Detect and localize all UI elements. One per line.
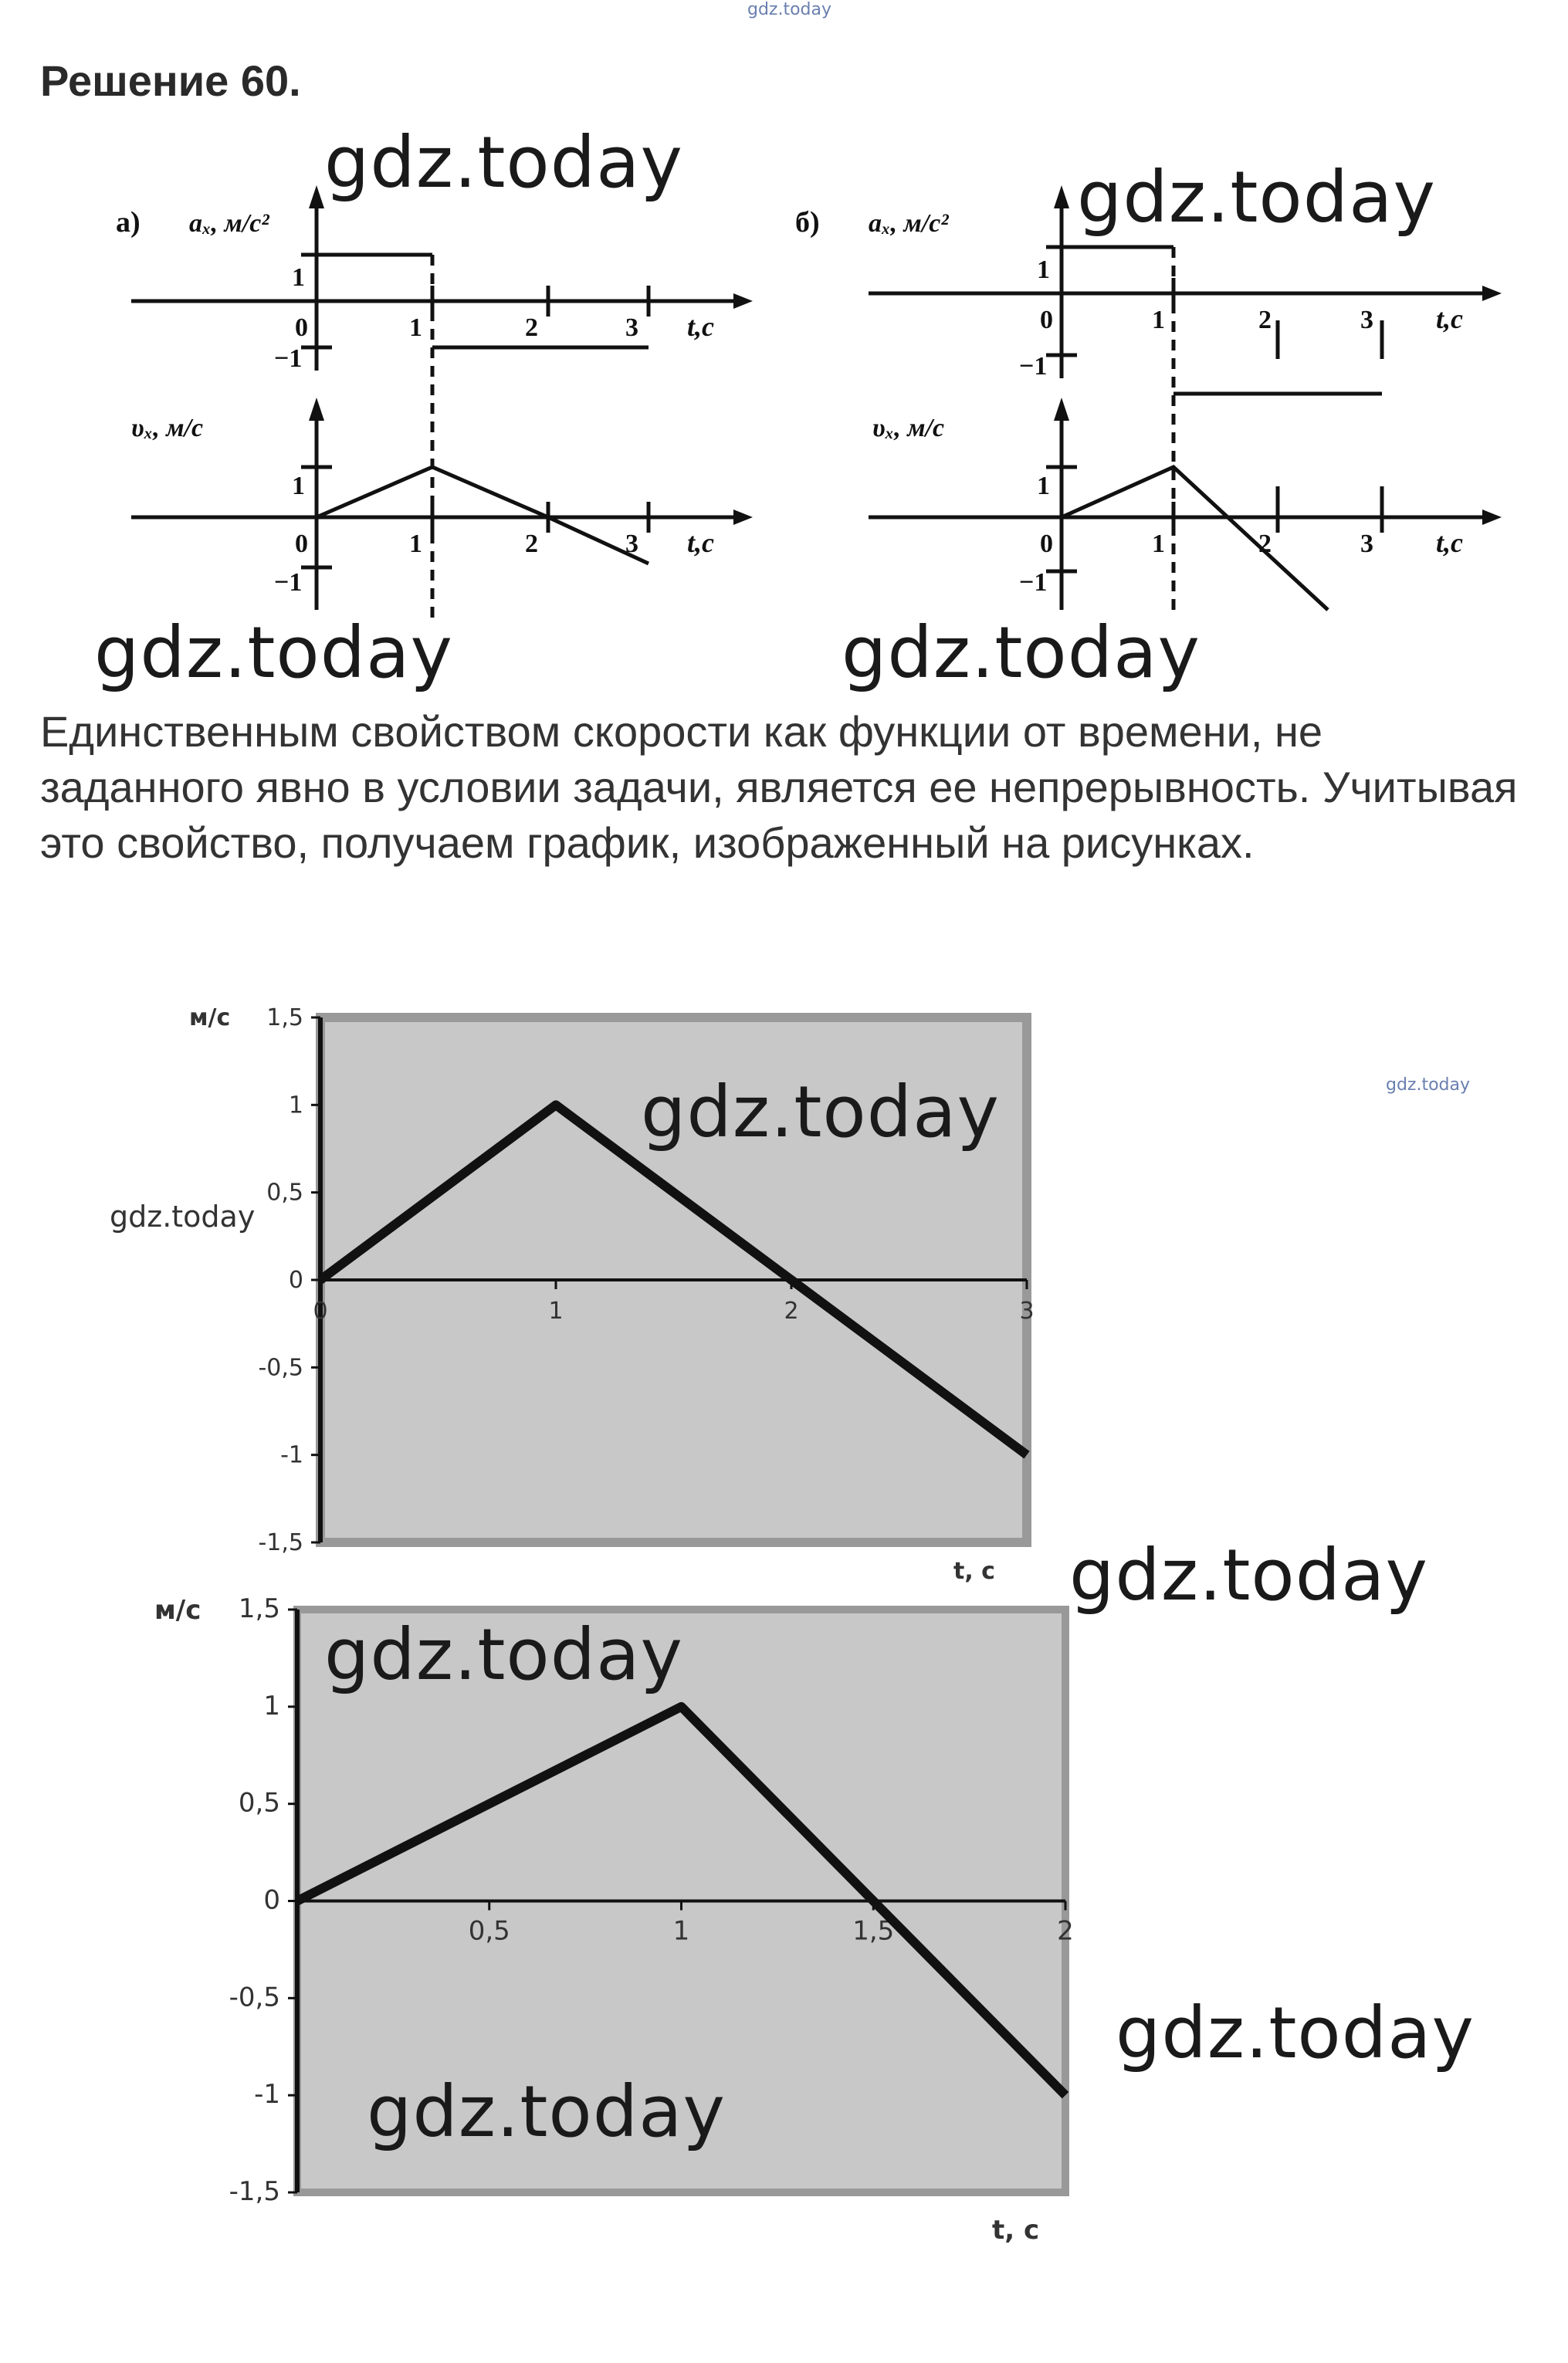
figure-b-v-tick-0: 0 <box>1040 530 1053 558</box>
x-tick-label: 1,5 <box>852 1915 895 1947</box>
y-tick-label: -1 <box>254 2079 280 2111</box>
y-tick-label: 1,5 <box>266 1004 303 1031</box>
figure-b-v-t-label: t,с <box>1436 527 1463 558</box>
figure-b-y-neg: −1 <box>1019 352 1048 381</box>
watermark-chart1-left-small: gdz.today <box>110 1200 256 1234</box>
figure-a-v-t-label: t,с <box>687 527 714 558</box>
figure-b-panel-label: б) <box>795 206 820 239</box>
y-tick-label: 0,5 <box>266 1179 303 1207</box>
figure-a-tick-1: 1 <box>409 313 422 342</box>
watermark-fig-a-top: gdz.today <box>324 121 683 204</box>
watermark-chart2-top: gdz.today <box>324 1613 683 1696</box>
figure-b-vel-label: υₓ, м/с <box>872 414 945 442</box>
watermark-chart2-bottom: gdz.today <box>367 2070 726 2153</box>
figure-a-tick-3: 3 <box>625 313 638 342</box>
watermark-chart1-inside: gdz.today <box>641 1071 1000 1153</box>
x-tick-label: 3 <box>1019 1298 1035 1325</box>
figure-a-y-pos: 1 <box>292 263 305 292</box>
figure-b <box>795 170 1536 633</box>
figure-b-accel-label: aₓ, м/с² <box>869 209 949 238</box>
figure-a-accel-label: aₓ, м/с² <box>189 209 269 238</box>
figure-a-v-tick-1: 1 <box>409 530 422 558</box>
figure-b-v-tick-3: 3 <box>1360 530 1373 558</box>
figure-b-v-y-pos: 1 <box>1037 472 1050 500</box>
figure-a-v-tick-0: 0 <box>295 530 308 558</box>
figure-b-y-pos: 1 <box>1037 256 1050 284</box>
x-tick-label: 2 <box>1057 1915 1074 1947</box>
y-tick-label: 1 <box>263 1690 280 1721</box>
y-tick-label: -0,5 <box>258 1354 303 1382</box>
y-axis-label: м/с <box>154 1595 202 1626</box>
figure-b-v-y-neg: −1 <box>1019 568 1048 597</box>
solution-text: Единственным свойством скорости как функции от времени, не заданного явно в условии задачи, является ее непрерывность. Учитывая это свойство, получаем график, изображенный на рисунках. <box>40 707 1518 867</box>
watermark-fig-a-bottom: gdz.today <box>94 611 453 694</box>
watermark-top: gdz.today <box>747 0 832 19</box>
figure-b-tick-0: 0 <box>1040 306 1053 334</box>
x-tick-label: 0,5 <box>468 1915 510 1947</box>
figure-a-v-tick-3: 3 <box>625 530 638 558</box>
figure-a-v-y-pos: 1 <box>292 472 305 500</box>
y-tick-label: -1 <box>280 1441 303 1469</box>
figure-b-tick-1: 1 <box>1152 306 1165 334</box>
figure-a-panel-label: а) <box>116 206 141 239</box>
y-tick-label: 0 <box>288 1267 303 1294</box>
figure-b-t-label: t,с <box>1436 303 1463 334</box>
y-tick-label: 1 <box>288 1092 303 1119</box>
x-tick-label: 1 <box>672 1915 690 1947</box>
figure-a-tick-2: 2 <box>525 313 538 342</box>
figure-b-tick-2: 2 <box>1258 306 1272 334</box>
y-tick-label: 0 <box>263 1884 280 1916</box>
x-tick-label: 1 <box>548 1298 564 1325</box>
figure-b-tick-3: 3 <box>1360 306 1373 334</box>
figure-a-v-tick-2: 2 <box>525 530 538 558</box>
x-axis-label: t, с <box>992 2215 1040 2246</box>
watermark-chart1-right-small: gdz.today <box>1386 1075 1471 1095</box>
solution-title: Решение 60. <box>40 56 301 105</box>
y-tick-label: 0,5 <box>238 1787 280 1819</box>
watermark-chart2-right: gdz.today <box>1116 1992 1475 2074</box>
figure-a-y-neg: −1 <box>274 344 303 373</box>
watermark-fig-b-bottom: gdz.today <box>842 611 1201 694</box>
y-tick-label: 1,5 <box>238 1593 280 1624</box>
x-tick-label: 0 <box>313 1298 328 1325</box>
y-axis-label: м/с <box>189 1004 231 1031</box>
figure-b-v-tick-2: 2 <box>1258 530 1272 558</box>
y-tick-label: -0,5 <box>229 1982 280 2013</box>
figure-b-v-tick-1: 1 <box>1152 530 1165 558</box>
figure-a-tick-0: 0 <box>295 313 308 342</box>
figure-a <box>116 170 780 633</box>
watermark-fig-b-top: gdz.today <box>1077 156 1436 239</box>
y-tick-label: -1,5 <box>229 2176 280 2207</box>
x-axis-label: t, с <box>953 1558 995 1583</box>
figure-a-v-y-neg: −1 <box>274 568 303 597</box>
figure-a-vel-label: υₓ, м/с <box>131 414 204 442</box>
y-tick-label: -1,5 <box>258 1529 303 1556</box>
watermark-chart1-after: gdz.today <box>1069 1534 1428 1617</box>
x-tick-label: 2 <box>784 1298 799 1325</box>
figure-a-t-label: t,с <box>687 311 714 342</box>
